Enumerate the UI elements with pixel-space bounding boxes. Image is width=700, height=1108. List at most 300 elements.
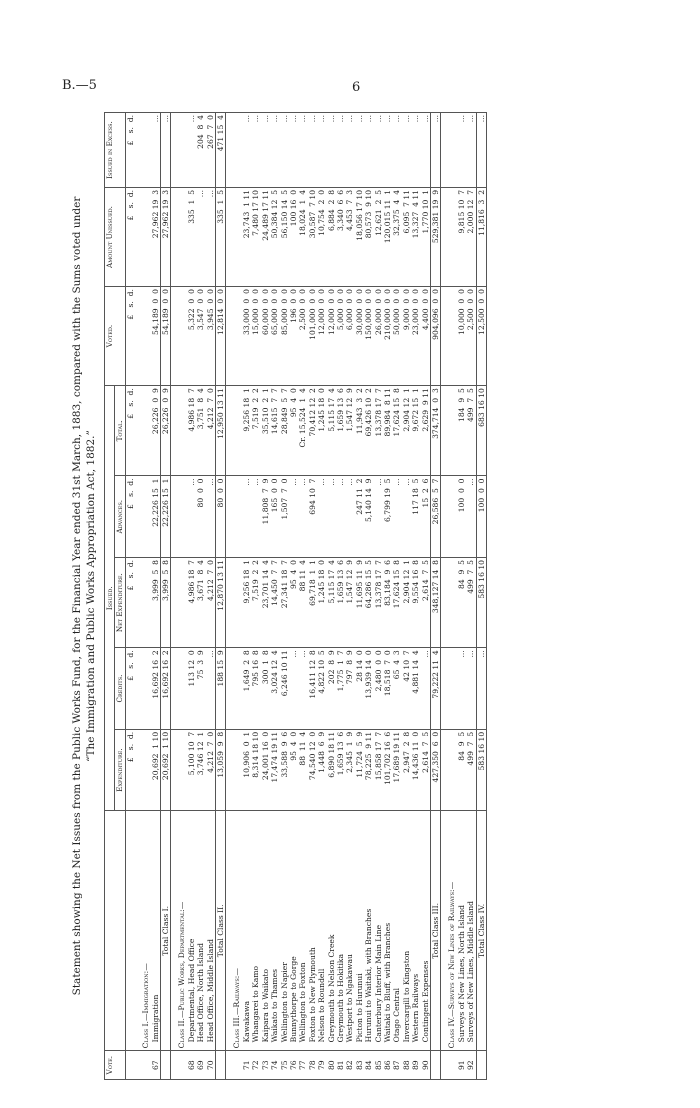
total-cell: 1,547 12 9	[345, 386, 354, 476]
total-cell: 14,615 7 7	[270, 386, 279, 476]
total-cell: 184 9 5	[457, 386, 466, 476]
item-name: Surveys of New Lines, North Island	[457, 811, 466, 1051]
net-expenditure-cell: 4,212 7 0	[206, 557, 216, 647]
item-name: Foxton to New Plymouth	[308, 811, 317, 1051]
vote-cell	[431, 1051, 441, 1080]
expenditure-cell: 17,689 19 11	[392, 729, 401, 811]
empty-cell	[232, 648, 241, 730]
item-name: Greymouth to Hokitika	[336, 811, 345, 1051]
empty-cell	[177, 187, 186, 286]
table-row	[364, 113, 373, 1080]
vote-number: 81	[336, 1051, 345, 1080]
total-cell: 2,629 9 11	[421, 386, 431, 476]
net-expenditure-cell: 1,245 18 0	[317, 557, 326, 647]
class-heading: Class IV.—Surveys of New Lines of Railways:—	[447, 811, 456, 1051]
units-label: £ s. d.	[125, 187, 135, 286]
issued-in-excess-cell: ...	[327, 113, 336, 188]
advances-cell: 100 0 0	[457, 476, 466, 558]
advances-cell: ...	[187, 476, 196, 558]
total-cell: 4,212 7 0	[206, 386, 216, 476]
vote-number: 73	[261, 1051, 270, 1080]
expenditure-cell: 8,314 18 10	[251, 729, 260, 811]
empty-cell	[447, 648, 456, 730]
item-name: Otago Central	[392, 811, 401, 1051]
net-expenditure-header: Net Expenditure.	[115, 557, 125, 647]
empty-cell	[177, 729, 186, 811]
net-expenditure-cell: 27,341 18 7	[280, 557, 289, 647]
voted-total: 904,096 0 0	[431, 287, 441, 386]
total-cell: 9,672 15 1	[411, 386, 420, 476]
voted-total: 12,814 0 0	[216, 287, 226, 386]
credits-cell: 113 12 0	[187, 648, 196, 730]
amount-unissued-cell: 56,150 14 5	[280, 187, 289, 286]
advances-cell: ...	[206, 476, 216, 558]
credits-cell: ...	[298, 648, 307, 730]
credits-cell: 1,775 1 7	[336, 648, 345, 730]
item-name: Head Office, Middle Island	[206, 811, 216, 1051]
vote-number: 87	[392, 1051, 401, 1080]
total-cell: 2,904 12 1	[402, 386, 411, 476]
table-row	[242, 113, 251, 1080]
voted-total: 54,189 0 0	[161, 287, 171, 386]
item-name: Canterbury Interior Main Line	[374, 811, 383, 1051]
voted-cell: 15,000 0 0	[251, 287, 260, 386]
net-expenditure-cell: 499 7 5	[466, 557, 476, 647]
expenditure-cell: 4,212 7 0	[206, 729, 216, 811]
table-row	[457, 113, 466, 1080]
empty-cell	[447, 187, 456, 286]
amount-unissued-cell: 13,327 4 11	[411, 187, 420, 286]
vote-number: 70	[206, 1051, 216, 1080]
item-name: Wellington to Foxton	[298, 811, 307, 1051]
empty-cell	[447, 476, 456, 558]
table-row	[280, 113, 289, 1080]
credits-cell: ...	[466, 648, 476, 730]
advances-cell: ...	[289, 476, 298, 558]
vote-number: 72	[251, 1051, 260, 1080]
vote-number: 88	[402, 1051, 411, 1080]
empty-cell	[141, 187, 150, 286]
advances-total: 22,226 15 1	[161, 476, 171, 558]
total-cell: 26,226 0 9	[151, 386, 161, 476]
issued-in-excess-cell: 204 8 4	[196, 113, 205, 188]
vote-number: 89	[411, 1051, 420, 1080]
expenditure-cell: 14,436 11 0	[411, 729, 420, 811]
total-label: Total Class IV.	[476, 811, 486, 1051]
total-cell: 1,659 13 6	[336, 386, 345, 476]
item-name: Kawakawa	[242, 811, 251, 1051]
voted-cell: 54,189 0 0	[151, 287, 161, 386]
credits-cell: 18,518 7 0	[383, 648, 392, 730]
advances-cell: 15 2 6	[421, 476, 431, 558]
total-cell: 11,943 3 2	[355, 386, 364, 476]
item-name: Invercargill to Kingston	[402, 811, 411, 1051]
total-total: 374,714 0 3	[431, 386, 441, 476]
amount-unissued-cell: 12,621 2 5	[374, 187, 383, 286]
advances-cell: 22,226 15 1	[151, 476, 161, 558]
voted-cell: 23,000 0 0	[411, 287, 420, 386]
voted-cell: 101,000 0 0	[308, 287, 317, 386]
credits-cell: 75 3 9	[196, 648, 205, 730]
credits-header: Credits.	[115, 648, 125, 730]
issued-in-excess-total: ...	[161, 113, 171, 188]
expenditure-cell: 6,890 18 11	[327, 729, 336, 811]
units-label: £ s. d.	[125, 386, 135, 476]
item-name: Surveys of New Lines, Middle Island	[466, 811, 476, 1051]
advances-cell: ...	[345, 476, 354, 558]
empty-cell	[232, 557, 241, 647]
empty-cell	[141, 476, 150, 558]
voted-cell: 65,000 0 0	[270, 287, 279, 386]
table-row	[206, 113, 216, 1080]
issued-in-excess-cell: ...	[466, 113, 476, 188]
advances-cell: 117 18 5	[411, 476, 420, 558]
expenditure-cell: 3,746 12 1	[196, 729, 205, 811]
expenditure-cell: 2,947 2 8	[402, 729, 411, 811]
class-heading-row	[141, 113, 150, 1080]
vote-number: 82	[345, 1051, 354, 1080]
amount-unissued-cell: 100 16 0	[289, 187, 298, 286]
voted-cell: 5,322 0 0	[187, 287, 196, 386]
table-row	[336, 113, 345, 1080]
net-expenditure-cell: 9,554 16 8	[411, 557, 420, 647]
issued-in-excess-cell: ...	[289, 113, 298, 188]
amount-unissued-cell: 3,340 6 6	[336, 187, 345, 286]
credits-cell: 4,822 10 5	[317, 648, 326, 730]
table-row	[421, 113, 431, 1080]
amount-unissued-cell: 18,056 17 10	[355, 187, 364, 286]
empty-cell	[141, 729, 150, 811]
class-total-row	[431, 113, 441, 1080]
voted-cell: 10,000 0 0	[457, 287, 466, 386]
table-row	[251, 113, 260, 1080]
item-name: Whangarei to Kamo	[251, 811, 260, 1051]
credits-cell: 2,480 0 0	[374, 648, 383, 730]
vote-number: 92	[466, 1051, 476, 1080]
vote-number: 75	[280, 1051, 289, 1080]
voted-cell: 30,000 0 0	[355, 287, 364, 386]
title-line-2: “The Immigration and Public Works Appropriation Act, 1882.”	[85, 430, 97, 762]
table-row	[392, 113, 401, 1080]
issued-in-excess-cell: ...	[355, 113, 364, 188]
item-name: Westport to Ngakawau	[345, 811, 354, 1051]
issued-in-excess-cell: ...	[457, 113, 466, 188]
advances-cell: ...	[317, 476, 326, 558]
net-expenditure-cell: 1,659 13 6	[336, 557, 345, 647]
credits-total: 79,222 11 4	[431, 648, 441, 730]
empty-cell	[177, 476, 186, 558]
vote-number: 74	[270, 1051, 279, 1080]
vote-number: 86	[383, 1051, 392, 1080]
amount-unissued-cell: 23,743 1 11	[242, 187, 251, 286]
issued-in-excess-cell: ...	[411, 113, 420, 188]
vote-number: 80	[327, 1051, 336, 1080]
item-name: Nelson to Roundell	[317, 811, 326, 1051]
units-label: £ s. d.	[125, 113, 135, 188]
amount-unissued-cell: 4,453 7 3	[345, 187, 354, 286]
voted-cell: 6,000 0 0	[345, 287, 354, 386]
voted-total: 12,500 0 0	[476, 287, 486, 386]
issued-in-excess-total: 471 15 4	[216, 113, 226, 188]
units-label: £ s. d.	[125, 557, 135, 647]
expenditure-header: Expenditure.	[115, 729, 125, 811]
table-row	[151, 113, 161, 1080]
expenditure-cell: 10,906 0 1	[242, 729, 251, 811]
empty-cell	[232, 113, 241, 188]
empty-cell	[232, 187, 241, 286]
item-name: Greymouth to Nelson Creek	[327, 811, 336, 1051]
expenditure-cell: 11,724 5 9	[355, 729, 364, 811]
vote-cell	[232, 1051, 241, 1080]
credits-cell: 3,024 12 4	[270, 648, 279, 730]
item-name: Waikato to Thames	[270, 811, 279, 1051]
vote-cell	[476, 1051, 486, 1080]
credits-cell: 202 8 9	[327, 648, 336, 730]
total-cell: 9,256 18 1	[242, 386, 251, 476]
voted-cell: 50,000 0 0	[392, 287, 401, 386]
total-cell: 89,984 8 11	[383, 386, 392, 476]
vote-number: 91	[457, 1051, 466, 1080]
issued-in-excess-cell: ...	[383, 113, 392, 188]
issued-in-excess-cell: ...	[242, 113, 251, 188]
net-expenditure-cell: 84 9 5	[457, 557, 466, 647]
voted-cell: 3,547 0 0	[196, 287, 205, 386]
vote-number: 85	[374, 1051, 383, 1080]
excess-header: Issued in Excess.	[105, 113, 126, 188]
net-expenditure-cell: 95 4 0	[289, 557, 298, 647]
vote-number: 71	[242, 1051, 251, 1080]
table-row	[402, 113, 411, 1080]
issued-in-excess-total: ...	[476, 113, 486, 188]
expenditure-cell: 2,614 7 5	[421, 729, 431, 811]
voted-cell: 2,500 0 0	[466, 287, 476, 386]
table-row	[374, 113, 383, 1080]
issued-in-excess-cell: ...	[298, 113, 307, 188]
amount-unissued-total: 27,962 19 3	[161, 187, 171, 286]
amount-unissued-cell: 9,815 10 7	[457, 187, 466, 286]
credits-cell: ...	[206, 648, 216, 730]
advances-total: 80 0 0	[216, 476, 226, 558]
net-expenditure-cell: 13,378 17 7	[374, 557, 383, 647]
class-total-row	[161, 113, 171, 1080]
credits-cell: 28 14 0	[355, 648, 364, 730]
units-label: £ s. d.	[125, 648, 135, 730]
net-expenditure-total: 583 16 10	[476, 557, 486, 647]
net-expenditure-cell: 88 11 4	[298, 557, 307, 647]
net-expenditure-cell: 69,718 1 1	[308, 557, 317, 647]
item-name: Wellington to Napier	[280, 811, 289, 1051]
amount-unissued-cell: 18,024 1 4	[298, 187, 307, 286]
title-line-1: Statement showing the Net Issues from the Public Works Fund, for the Financial Year ended 31st March, 1883, compared with the Sums voted under	[71, 196, 83, 996]
amount-unissued-cell: 2,000 12 7	[466, 187, 476, 286]
item-name: Departmental, Head Office	[187, 811, 196, 1051]
expenditure-cell: 17,474 19 11	[270, 729, 279, 811]
empty-cell	[177, 557, 186, 647]
table-row	[270, 113, 279, 1080]
total-cell: 13,378 17 7	[374, 386, 383, 476]
vote-number: 67	[151, 1051, 161, 1080]
item-name: Bunnythorpe to Gorge	[289, 811, 298, 1051]
vote-number: 68	[187, 1051, 196, 1080]
issued-in-excess-cell: ...	[187, 113, 196, 188]
issued-in-excess-cell: ...	[421, 113, 431, 188]
net-expenditure-cell: 7,519 2 2	[251, 557, 260, 647]
item-name: Kaipara to Waikato	[261, 811, 270, 1051]
description-header	[105, 811, 126, 1051]
net-expenditure-cell: 64,286 15 5	[364, 557, 373, 647]
advances-cell: 80 0 0	[196, 476, 205, 558]
advances-header: Advances.	[115, 476, 125, 558]
class-heading: Class I.—Immigration:—	[141, 811, 150, 1051]
page-number: 6	[352, 80, 361, 95]
issued-in-excess-cell: ...	[270, 113, 279, 188]
item-name: Head Office, North Island	[196, 811, 205, 1051]
empty-cell	[447, 287, 456, 386]
table-row	[327, 113, 336, 1080]
advances-cell: 11,808 7 9	[261, 476, 270, 558]
empty-cell	[141, 557, 150, 647]
empty-cell	[177, 648, 186, 730]
class-heading: Class II.—Public Works, Departmental:—	[177, 811, 186, 1051]
total-cell: Cr. 15,524 1 4	[298, 386, 307, 476]
total-label: Total Class II.	[216, 811, 226, 1051]
net-expenditure-cell: 83,184 9 6	[383, 557, 392, 647]
vote-header: Vote.	[105, 1051, 126, 1080]
advances-cell: ...	[402, 476, 411, 558]
credits-total: 16,692 16 2	[161, 648, 171, 730]
item-name: Waitaki to Bluff, with Branches	[383, 811, 392, 1051]
expenditure-cell: 101,702 16 6	[383, 729, 392, 811]
amount-unissued-cell: 27,962 19 3	[151, 187, 161, 286]
issued-in-excess-cell: ...	[317, 113, 326, 188]
empty-cell	[232, 287, 241, 386]
item-name: Picton to Hurunui	[355, 811, 364, 1051]
unissued-header: Amount Unissued.	[105, 187, 126, 286]
amount-unissued-total: 335 1 5	[216, 187, 226, 286]
issued-in-excess-cell: ...	[364, 113, 373, 188]
net-expenditure-cell: 2,904 12 1	[402, 557, 411, 647]
credits-cell: ...	[289, 648, 298, 730]
vote-number: 76	[289, 1051, 298, 1080]
table-row	[187, 113, 196, 1080]
table-row	[411, 113, 420, 1080]
advances-cell: ...	[298, 476, 307, 558]
empty-cell	[232, 729, 241, 811]
voted-cell: 60,000 0 0	[261, 287, 270, 386]
empty-cell	[447, 113, 456, 188]
advances-cell: ...	[242, 476, 251, 558]
credits-cell: 795 16 8	[251, 648, 260, 730]
advances-cell: ...	[336, 476, 345, 558]
total-header: Total.	[115, 386, 125, 476]
credits-cell: 16,411 12 8	[308, 648, 317, 730]
credits-total: ...	[476, 648, 486, 730]
expenditure-cell: 33,588 9 6	[280, 729, 289, 811]
amount-unissued-total: 529,381 19 9	[431, 187, 441, 286]
voted-cell: 26,000 0 0	[374, 287, 383, 386]
amount-unissued-cell: 10,754 2 0	[317, 187, 326, 286]
advances-cell: 1,507 7 0	[280, 476, 289, 558]
issued-in-excess-cell: ...	[151, 113, 161, 188]
credits-cell: 13,939 14 0	[364, 648, 373, 730]
amount-unissued-total: 11,816 3 2	[476, 187, 486, 286]
units-label: £ s. d.	[125, 287, 135, 386]
advances-cell: ...	[466, 476, 476, 558]
vote-cell	[177, 1051, 186, 1080]
advances-cell: 6,799 19 5	[383, 476, 392, 558]
credits-cell: 1,649 2 8	[242, 648, 251, 730]
voted-cell: 12,000 0 0	[317, 287, 326, 386]
issued-in-excess-cell: ...	[251, 113, 260, 188]
expenditure-cell: 1,659 13 6	[336, 729, 345, 811]
voted-cell: 210,000 0 0	[383, 287, 392, 386]
issued-in-excess-cell: ...	[280, 113, 289, 188]
expenditure-cell: 84 9 5	[457, 729, 466, 811]
net-expenditure-cell: 11,695 11 9	[355, 557, 364, 647]
class-heading-row	[232, 113, 241, 1080]
voted-cell: 33,000 0 0	[242, 287, 251, 386]
total-cell: 70,412 12 2	[308, 386, 317, 476]
expenditure-cell: 20,692 1 10	[151, 729, 161, 811]
expenditure-cell: 88 11 4	[298, 729, 307, 811]
vote-cell	[161, 1051, 171, 1080]
total-cell: 69,426 10 2	[364, 386, 373, 476]
issued-in-excess-cell: ...	[345, 113, 354, 188]
table-row	[355, 113, 364, 1080]
net-expenditure-cell: 23,701 14 4	[261, 557, 270, 647]
table-row	[261, 113, 270, 1080]
empty-cell	[141, 113, 150, 188]
issued-in-excess-cell: ...	[308, 113, 317, 188]
issued-in-excess-cell: ...	[392, 113, 401, 188]
issued-in-excess-cell: ...	[374, 113, 383, 188]
vote-cell	[216, 1051, 226, 1080]
net-expenditure-cell: 1,547 12 9	[345, 557, 354, 647]
total-cell: 499 7 5	[466, 386, 476, 476]
voted-cell: 85,000 0 0	[280, 287, 289, 386]
total-label: Total Class III.	[431, 811, 441, 1051]
issued-in-excess-cell: ...	[336, 113, 345, 188]
amount-unissued-cell: ...	[196, 187, 205, 286]
table-row	[196, 113, 205, 1080]
amount-unissued-cell: 24,489 17 11	[261, 187, 270, 286]
voted-cell: 12,000 0 0	[327, 287, 336, 386]
vote-number: 77	[298, 1051, 307, 1080]
advances-cell: ...	[392, 476, 401, 558]
voted-cell: 150,000 0 0	[364, 287, 373, 386]
amount-unissued-cell: 120,015 11 1	[383, 187, 392, 286]
amount-unissued-cell: 30,587 7 10	[308, 187, 317, 286]
amount-unissued-cell: 80,573 9 10	[364, 187, 373, 286]
net-expenditure-cell: 17,624 15 8	[392, 557, 401, 647]
statement-title	[70, 112, 98, 1080]
expenditure-cell: 24,001 16 0	[261, 729, 270, 811]
expenditure-cell: 74,540 12 0	[308, 729, 317, 811]
table-row	[289, 113, 298, 1080]
total-cell: 35,510 2 1	[261, 386, 270, 476]
vote-number: 90	[421, 1051, 431, 1080]
vote-number: 84	[364, 1051, 373, 1080]
units-label: £ s. d.	[125, 476, 135, 558]
issued-in-excess-cell: ...	[261, 113, 270, 188]
total-cell: 4,986 18 7	[187, 386, 196, 476]
issued-in-excess-cell: ...	[402, 113, 411, 188]
table-row	[383, 113, 392, 1080]
amount-unissued-cell: 6,095 7 11	[402, 187, 411, 286]
net-expenditure-total: 12,870 13 11	[216, 557, 226, 647]
voted-cell: 9,000 0 0	[402, 287, 411, 386]
total-cell: 1,245 18 0	[317, 386, 326, 476]
